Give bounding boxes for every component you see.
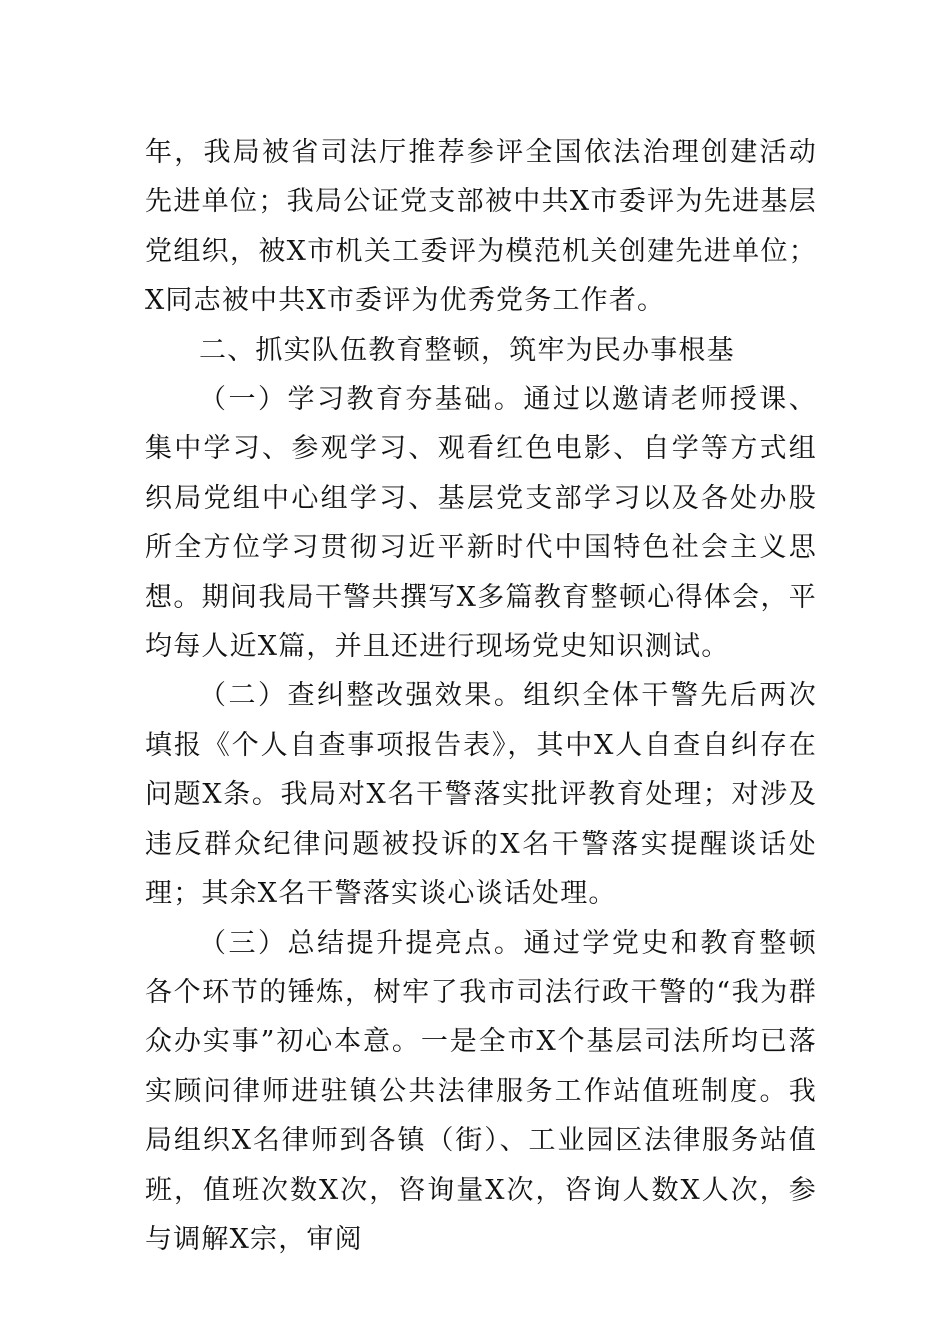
section-heading-2: 二、抓实队伍教育整顿，筑牢为民办事根基 bbox=[199, 334, 735, 366]
paragraph-awards: 年，我局被省司法厅推荐参评全国依法治理创建活动先进单位；我局公证党支部被中共X市委评为先进基层党组织，被X市机关工委评为模范机关创建先进单位；X同志被中共X市委评为优秀党务工作者。 bbox=[145, 137, 817, 317]
document-body bbox=[145, 128, 817, 1264]
paragraph-study-education: （一）学习教育夯基础。通过以邀请老师授课、集中学习、参观学习、观看红色电影、自学等方式组织局党组中心组学习、基层党支部学习以及各处办股所全方位学习贯彻习近平新时代中国特色社会主义思想。期间我局干警共撰写X多篇教育整顿心得体会，平均每人近X篇，并且还进行现场党史知识测试。 bbox=[145, 384, 817, 663]
paragraph-summary: （三）总结提升提亮点。通过学党史和教育整顿各个环节的锤炼，树牢了我市司法行政干警的“我为群众办实事”初心本意。一是全市X个基层司法所均已落实顾问律师进驻镇公共法律服务工作站值班制度。我局组织X名律师到各镇（街）、工业园区法律服务站值班，值班次数X次，咨询量X次，咨询人数X人次，参与调解X宗，审阅 bbox=[145, 927, 817, 1255]
paragraph-rectification: （二）查纠整改强效果。组织全体干警先后两次填报《个人自查事项报告表》，其中X人自查自纠存在问题X条。我局对X名干警落实批评教育处理；对涉及违反群众纪律问题被投诉的X名干警落实提醒谈话处理；其余X名干警落实谈心谈话处理。 bbox=[145, 680, 817, 910]
